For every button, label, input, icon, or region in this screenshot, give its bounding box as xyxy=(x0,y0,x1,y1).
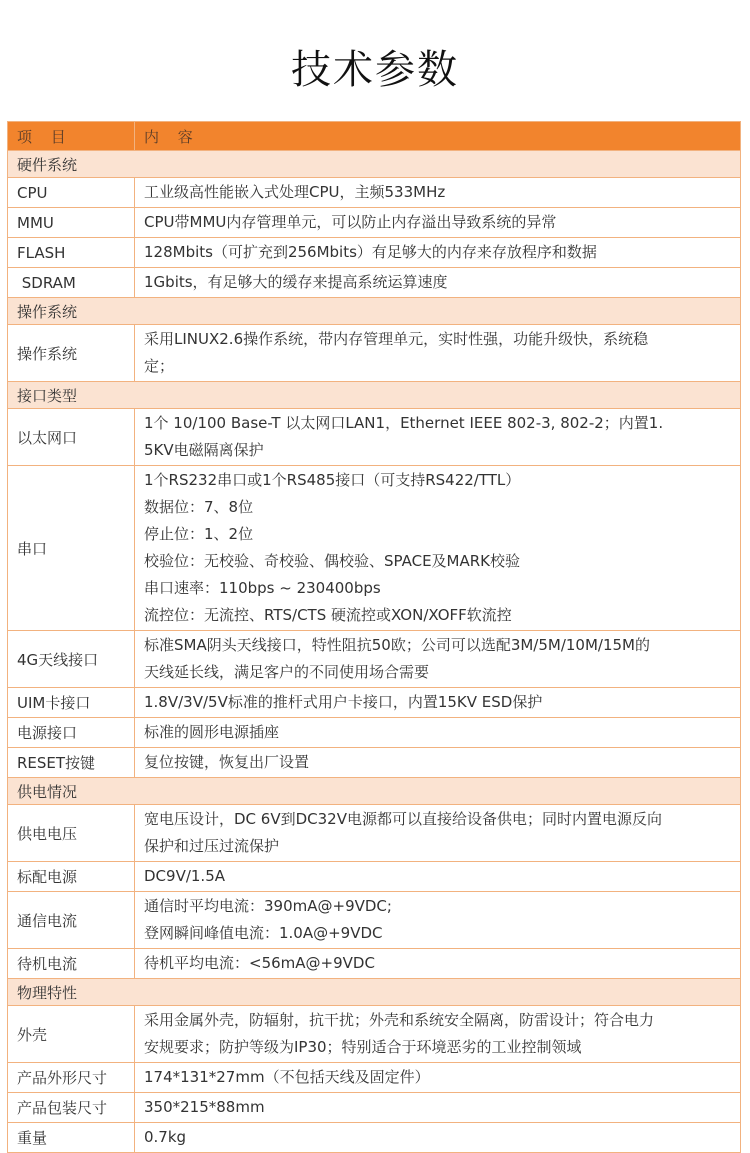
row-label: SDRAM xyxy=(8,268,135,298)
section-row xyxy=(8,778,741,805)
table-row xyxy=(8,1093,741,1123)
value-line: 标准SMA阴头天线接口，特性阻抗50欧；公司可以选配3M/5M/10M/15M的 xyxy=(144,636,651,654)
value-line: 安规要求；防护等级为IP30；特别适合于环境恶劣的工业控制领域 xyxy=(144,1038,582,1056)
value-line: 1个 10/100 Base-T 以太网口LAN1，Ethernet IEEE 802-3, 802-2；内置1. xyxy=(144,414,664,432)
row-value xyxy=(135,748,741,778)
table-row xyxy=(8,805,741,862)
row-label: CPU xyxy=(8,178,135,208)
row-label: 操作系统 xyxy=(8,325,135,382)
row-label: 重量 xyxy=(8,1123,135,1153)
section-title: 供电情况 xyxy=(8,778,741,805)
page-title: 技术参数 xyxy=(291,47,459,93)
value-line: 天线延长线，满足客户的不同使用场合需要 xyxy=(144,663,430,681)
row-value xyxy=(135,862,741,892)
table-row xyxy=(8,1006,741,1063)
header-content: 内 容 xyxy=(135,122,741,151)
row-label: 通信电流 xyxy=(8,892,135,949)
table-row xyxy=(8,862,741,892)
row-value xyxy=(135,268,741,298)
row-value xyxy=(135,238,741,268)
value-line: 通信时平均电流：390mA@+9VDC; xyxy=(144,897,392,915)
row-value xyxy=(135,688,741,718)
row-value xyxy=(135,631,741,688)
value-line: 串口速率：110bps ~ 230400bps xyxy=(144,579,381,597)
row-value xyxy=(135,949,741,979)
value-line: 350*215*88mm xyxy=(144,1098,265,1116)
row-value xyxy=(135,466,741,631)
value-line: 0.7kg xyxy=(144,1128,187,1146)
value-line: 工业级高性能嵌入式处理CPU，主频533MHz xyxy=(144,183,446,201)
value-line: 1Gbits，有足够大的缓存来提高系统运算速度 xyxy=(144,273,448,291)
table-header-row xyxy=(8,122,741,151)
section-row xyxy=(8,979,741,1006)
row-label: MMU xyxy=(8,208,135,238)
row-label: 产品包装尺寸 xyxy=(8,1093,135,1123)
section-row xyxy=(8,298,741,325)
value-line: 128Mbits（可扩充到256Mbits）有足够大的内存来存放程序和数据 xyxy=(144,243,597,261)
table-row xyxy=(8,409,741,466)
value-line: 保护和过压过流保护 xyxy=(144,837,280,855)
value-line: 174*131*27mm（不包括天线及固定件） xyxy=(144,1068,430,1086)
row-value xyxy=(135,1093,741,1123)
spec-table xyxy=(7,121,741,1153)
section-title: 接口类型 xyxy=(8,382,741,409)
row-label: 外壳 xyxy=(8,1006,135,1063)
table-row xyxy=(8,748,741,778)
value-line: 流控位：无流控、RTS/CTS 硬流控或XON/XOFF软流控 xyxy=(144,606,512,624)
table-row xyxy=(8,631,741,688)
value-line: 数据位：7、8位 xyxy=(144,498,254,516)
value-line: CPU带MMU内存管理单元，可以防止内存溢出导致系统的异常 xyxy=(144,213,557,231)
table-row xyxy=(8,268,741,298)
table-row xyxy=(8,688,741,718)
row-label: 4G天线接口 xyxy=(8,631,135,688)
row-value xyxy=(135,325,741,382)
row-label: 电源接口 xyxy=(8,718,135,748)
row-label: 串口 xyxy=(8,466,135,631)
row-value xyxy=(135,892,741,949)
row-value xyxy=(135,1063,741,1093)
value-line: 定； xyxy=(144,357,175,375)
table-row xyxy=(8,238,741,268)
value-line: 待机平均电流：<56mA@+9VDC xyxy=(144,954,375,972)
row-value xyxy=(135,1006,741,1063)
row-label: 待机电流 xyxy=(8,949,135,979)
table-row xyxy=(8,325,741,382)
table-row xyxy=(8,892,741,949)
value-line: 复位按键，恢复出厂设置 xyxy=(144,753,310,771)
section-title: 物理特性 xyxy=(8,979,741,1006)
row-value xyxy=(135,1123,741,1153)
row-label: UIM卡接口 xyxy=(8,688,135,718)
value-line: 采用LINUX2.6操作系统，带内存管理单元，实时性强，功能升级快，系统稳 xyxy=(144,330,649,348)
row-label: 以太网口 xyxy=(8,409,135,466)
row-value xyxy=(135,805,741,862)
value-line: 1.8V/3V/5V标准的推杆式用户卡接口，内置15KV ESD保护 xyxy=(144,693,543,711)
row-label: RESET按键 xyxy=(8,748,135,778)
value-line: 1个RS232串口或1个RS485接口（可支持RS422/TTL） xyxy=(144,471,521,489)
row-value xyxy=(135,409,741,466)
section-title: 硬件系统 xyxy=(8,151,741,178)
table-row xyxy=(8,208,741,238)
table-row xyxy=(8,718,741,748)
value-line: 5KV电磁隔离保护 xyxy=(144,441,264,459)
row-value xyxy=(135,208,741,238)
header-item: 项 目 xyxy=(8,122,135,151)
section-row xyxy=(8,382,741,409)
row-label: 标配电源 xyxy=(8,862,135,892)
table-row xyxy=(8,466,741,631)
value-line: 标准的圆形电源插座 xyxy=(144,723,280,741)
row-value xyxy=(135,718,741,748)
table-row xyxy=(8,178,741,208)
value-line: 停止位：1、2位 xyxy=(144,525,254,543)
row-label: 供电电压 xyxy=(8,805,135,862)
table-row xyxy=(8,949,741,979)
table-row xyxy=(8,1063,741,1093)
value-line: DC9V/1.5A xyxy=(144,867,225,885)
value-line: 登网瞬间峰值电流：1.0A@+9VDC xyxy=(144,924,383,942)
value-line: 宽电压设计，DC 6V到DC32V电源都可以直接给设备供电；同时内置电源反向 xyxy=(144,810,662,828)
table-row xyxy=(8,1123,741,1153)
value-line: 采用金属外壳，防辐射，抗干扰；外壳和系统安全隔离，防雷设计；符合电力 xyxy=(144,1011,655,1029)
row-value xyxy=(135,178,741,208)
row-label: 产品外形尺寸 xyxy=(8,1063,135,1093)
section-title: 操作系统 xyxy=(8,298,741,325)
value-line: 校验位：无校验、奇校验、偶校验、SPACE及MARK校验 xyxy=(144,552,521,570)
section-row xyxy=(8,151,741,178)
row-label: FLASH xyxy=(8,238,135,268)
